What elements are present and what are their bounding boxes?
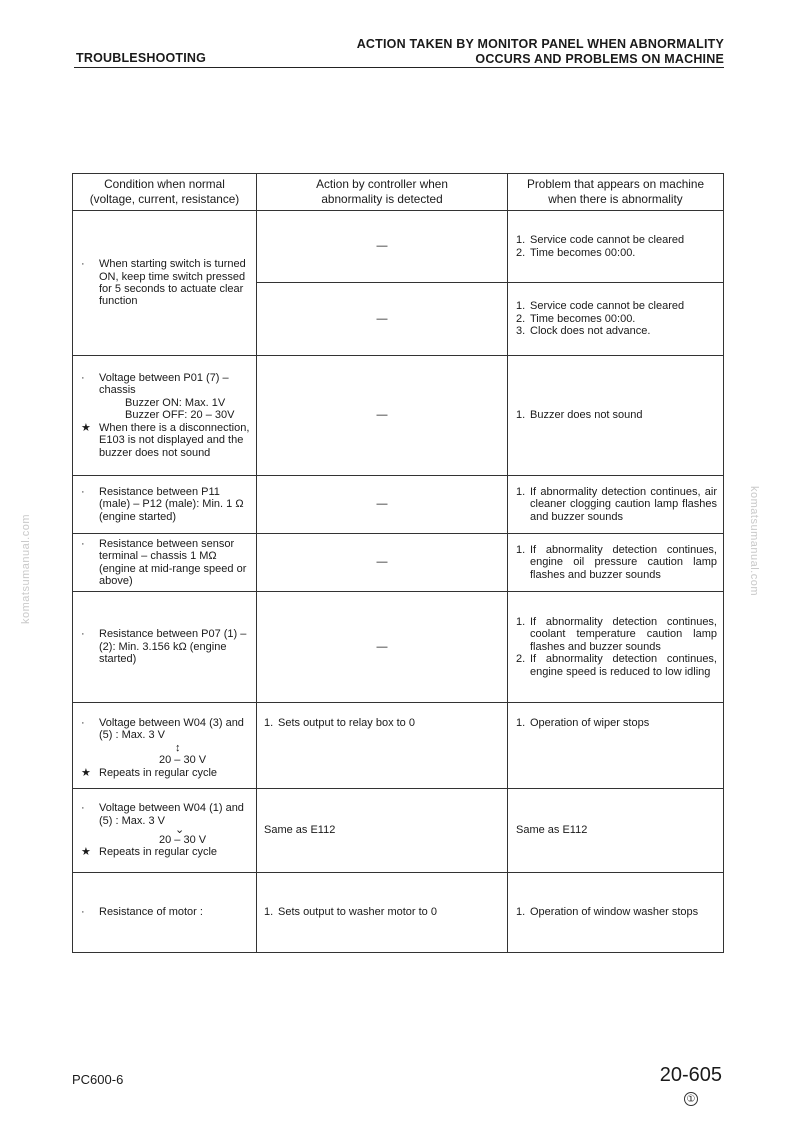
action-cell: Same as E112 <box>257 789 508 873</box>
table-row <box>73 356 724 476</box>
troubleshooting-table <box>72 173 724 953</box>
problem-cell: 1. If abnormality detection continues, engine oil pressure caution lamp flashes and buzzer sounds <box>508 534 724 592</box>
action-cell: 1. Sets output to relay box to 0 <box>257 703 508 789</box>
table-header-row <box>73 174 724 211</box>
condition-cell: · Voltage between W04 (1) and (5) : Max. 3 V ⌄ 20 – 30 V ★ Repeats in regular cycle <box>73 789 257 873</box>
table-row <box>73 703 724 789</box>
header-rule <box>74 67 724 68</box>
problem-cell: 1. If abnormality detection continues, coolant temperature caution lamp flashes and buzzer sounds 2. If abnormality detection continues, engine speed is reduced to low idling <box>508 592 724 703</box>
condition-cell: · Voltage between P01 (7) – chassis Buzzer ON: Max. 1V Buzzer OFF: 20 – 30V ★ When there is a disconnection, E103 is not displayed and the buzzer does not sound <box>73 356 257 476</box>
action-cell: — <box>257 476 508 534</box>
table-row <box>73 211 724 283</box>
page-title-line1: ACTION TAKEN BY MONITOR PANEL WHEN ABNORMALITY <box>356 37 724 51</box>
watermark-right: komatsumanual.com <box>748 486 760 596</box>
condition-cell: · Voltage between W04 (3) and (5) : Max. 3 V ↕ 20 – 30 V ★ Repeats in regular cycle <box>73 703 257 789</box>
action-cell: — <box>257 592 508 703</box>
page-title-line2: OCCURS AND PROBLEMS ON MACHINE <box>475 52 724 66</box>
watermark-left: komatsumanual.com <box>20 514 32 624</box>
problem-cell: 1. Operation of wiper stops <box>508 703 724 789</box>
table-row <box>73 534 724 592</box>
condition-cell: · Resistance between sensor terminal – chassis 1 MΩ (engine at mid-range speed or above) <box>73 534 257 592</box>
page-number: 20-605 <box>659 1064 722 1086</box>
problem-cell: 1. Operation of window washer stops <box>508 873 724 953</box>
table-row <box>73 592 724 703</box>
action-cell: — <box>257 211 508 283</box>
action-cell: — <box>257 534 508 592</box>
condition-cell: · Resistance between P11 (male) – P12 (male): Min. 1 Ω (engine started) <box>73 476 257 534</box>
section-title: TROUBLESHOOTING <box>76 51 207 65</box>
table-row <box>73 873 724 953</box>
action-cell: — <box>257 356 508 476</box>
table-row <box>73 789 724 873</box>
condition-cell: · Resistance of motor : <box>73 873 257 953</box>
action-cell: 1. Sets output to washer motor to 0 <box>257 873 508 953</box>
page-title <box>357 37 724 67</box>
problem-cell: Same as E112 <box>508 789 724 873</box>
table-row <box>73 476 724 534</box>
problem-cell: 1. Buzzer does not sound <box>508 356 724 476</box>
problem-cell: 1. Service code cannot be cleared 2. Time becomes 00:00. <box>508 211 724 283</box>
action-cell: — <box>257 283 508 356</box>
problem-cell: 1. Service code cannot be cleared 2. Time becomes 00:00. 3. Clock does not advance. <box>508 283 724 356</box>
model-number: PC600-6 <box>72 1072 124 1087</box>
condition-cell: · Resistance between P07 (1) – (2): Min. 3.156 kΩ (engine started) <box>73 592 257 703</box>
col-head-condition: Condition when normal (voltage, current, resistance) <box>73 174 257 211</box>
col-head-problem: Problem that appears on machine when there is abnormality <box>508 174 724 211</box>
revision-mark: ① <box>684 1092 698 1106</box>
problem-cell: 1. If abnormality detection continues, air cleaner clogging caution lamp flashes and buzzer sounds <box>508 476 724 534</box>
condition-cell: · When starting switch is turned ON, keep time switch pressed for 5 seconds to actuate clear function <box>73 211 257 356</box>
col-head-action: Action by controller when abnormality is detected <box>257 174 508 211</box>
